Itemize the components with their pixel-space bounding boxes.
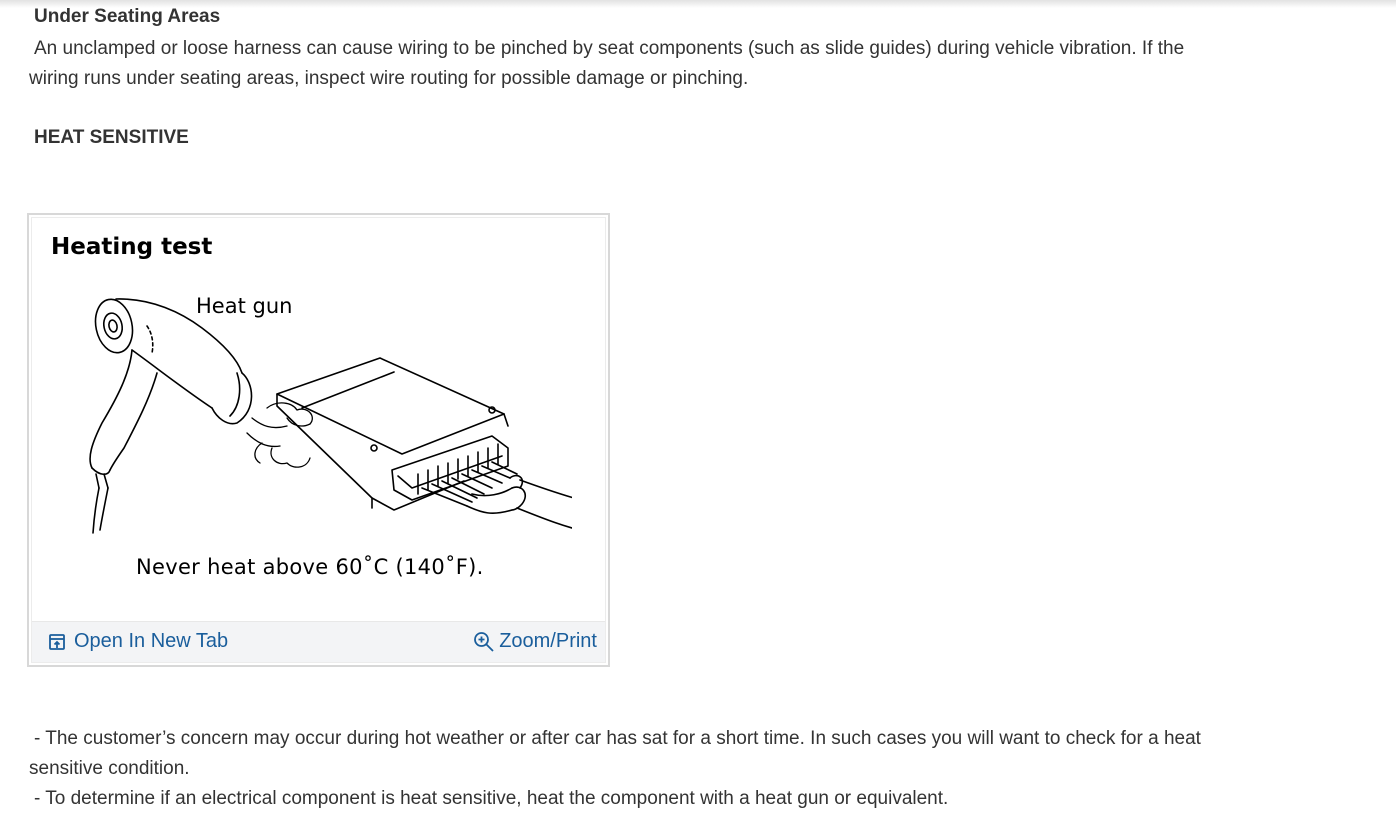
open-in-new-tab-label: Open In New Tab [74,630,229,652]
open-in-new-tab-link[interactable] [48,630,228,653]
heat-gun-label: Heat gun [196,294,293,318]
figure-caption: Never heat above 60˚C (140˚F). [136,555,484,579]
bullet-item: - The customer’s concern may occur during hot weather or after car has sat for a short time. In such cases you will want to check for a heat sensitive condition. [29,728,1201,779]
figure-frame [31,217,606,663]
heat-gun-drawing [90,298,251,533]
bullet-list [29,724,1204,814]
hot-air-puffs [247,403,312,467]
bullet-item: - To determine if an electrical component is heat sensitive, heat the component with a heat gun or equivalent. [34,788,949,809]
zoom-print-label: Zoom/Print [499,630,597,652]
section-heading-heat-sensitive: HEAT SENSITIVE [34,127,189,148]
heating-test-illustration [72,298,572,538]
ecu-box-drawing [277,358,572,533]
zoom-in-icon [473,631,495,653]
figure-toolbar [32,621,605,662]
section-heading-under-seating: Under Seating Areas [34,6,221,27]
under-seating-paragraph: An unclamped or loose harness can cause wiring to be pinched by seat components (such as slide guides) during vehicle vibration. If the wiring runs under seating areas, inspect wire routing for possible damage or pinching. [29,38,1185,89]
open-in-new-tab-icon [48,633,66,651]
figure-title: Heating test [51,234,213,260]
zoom-print-link[interactable] [473,630,597,653]
heating-test-figure [27,213,610,667]
